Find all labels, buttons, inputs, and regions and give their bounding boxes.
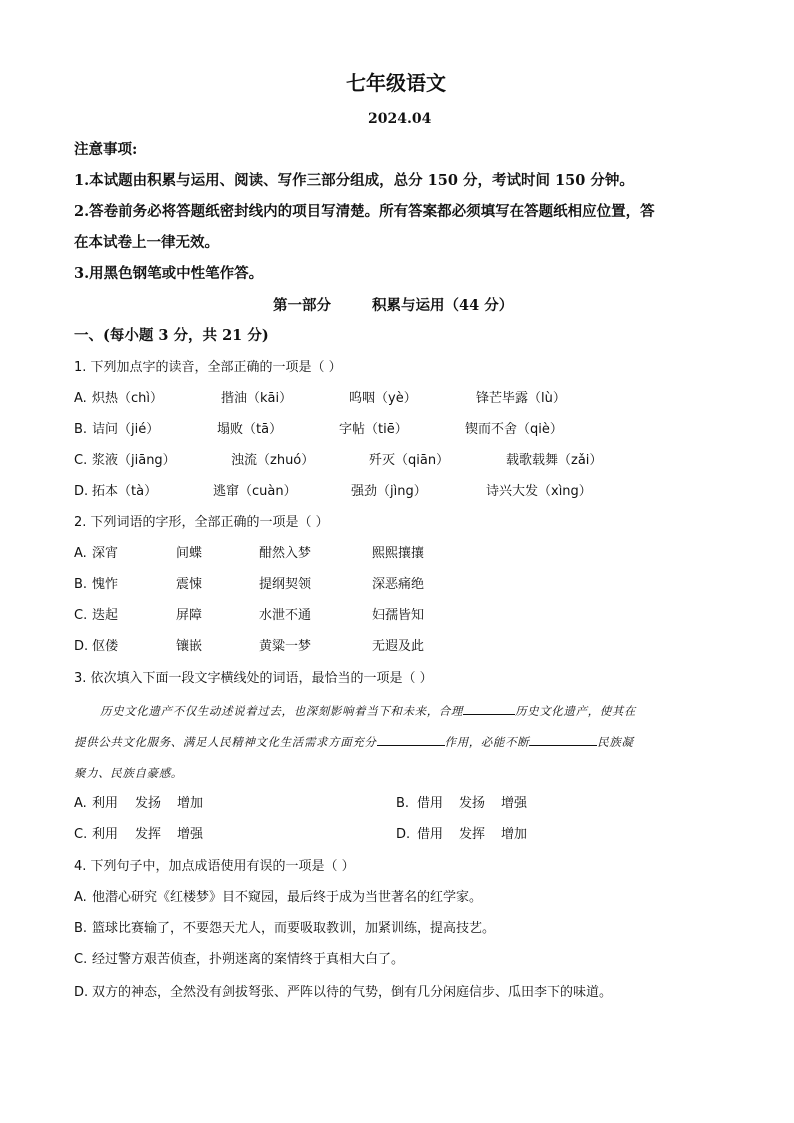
- part-subtitle: 积累与运用（44 分）: [372, 297, 514, 314]
- option-item: 锋芒毕露（lù）: [476, 391, 566, 406]
- option-text: 他潜心研究《红楼梦》目不窥园，最后终于成为当世著名的红学家。: [92, 890, 483, 905]
- option-item: 酣然入梦: [259, 546, 312, 561]
- option-item: 逃窜（cuàn）: [213, 484, 297, 499]
- notice-item-3: 3.用黑色钢笔或中性笔作答。: [74, 265, 264, 282]
- option-item: 呜咽（yè）: [349, 391, 417, 406]
- option-item: 水泄不通: [259, 608, 312, 623]
- notice-item-2-line-1: 2.答卷前务必将答题纸密封线内的项目写清楚。所有答案都必须填写在答题纸相应位置，答: [74, 203, 655, 220]
- option-label: C.: [74, 952, 88, 967]
- notice-heading: 注意事项:: [74, 141, 138, 158]
- passage-text: 历史文化遗产不仅生动述说着过去，也深刻影响着当下和未来，合理: [100, 704, 463, 718]
- option-word: 增加: [501, 827, 528, 842]
- q3-passage-line-2: [74, 733, 634, 751]
- option-label: C.: [74, 827, 88, 842]
- section-heading: 一、(每小题 3 分，共 21 分): [74, 327, 269, 344]
- q2-stem: 2. 下列词语的字形，全部正确的一项是（ ）: [74, 515, 329, 530]
- option-item: 拓本（tà）: [92, 484, 158, 499]
- q3-passage-line-1: [100, 702, 636, 720]
- option-item: 字帖（tiē）: [339, 422, 408, 437]
- option-label: C.: [74, 453, 88, 468]
- option-label: B.: [74, 422, 88, 437]
- option-word: 利用: [92, 796, 119, 811]
- exam-date: 2024.04: [368, 111, 432, 127]
- option-word: 发扬: [459, 796, 486, 811]
- passage-text: 民族凝: [597, 735, 634, 749]
- option-text: 篮球比赛输了，不要怨天尤人，而要吸取教训，加紧训练，提高技艺。: [92, 921, 496, 936]
- option-word: 发挥: [459, 827, 486, 842]
- option-item: 浆液（jiāng）: [92, 453, 176, 468]
- passage-text: 历史文化遗产，使其在: [515, 704, 636, 718]
- fill-blank-1: [463, 702, 515, 715]
- option-item: 歼灭（qiān）: [369, 453, 450, 468]
- option-item: 妇孺皆知: [372, 608, 425, 623]
- option-label: C.: [74, 608, 88, 623]
- option-label: D.: [74, 639, 89, 654]
- notice-item-2-line-2: 在本试卷上一律无效。: [74, 234, 219, 251]
- option-text: 双方的神态，全然没有剑拔弩张、严阵以待的气势，倒有几分闲庭信步、瓜田李下的味道。: [92, 985, 613, 1000]
- fill-blank-3: [529, 733, 597, 746]
- option-label: D.: [74, 985, 89, 1000]
- option-word: 利用: [92, 827, 119, 842]
- option-item: 震悚: [176, 577, 203, 592]
- q1-stem: 1. 下列加点字的读音，全部正确的一项是（ ）: [74, 360, 342, 375]
- option-word: 增强: [501, 796, 528, 811]
- option-item: 镶嵌: [176, 639, 203, 654]
- option-item: 塌败（tā）: [217, 422, 283, 437]
- option-item: 深恶痛绝: [372, 577, 425, 592]
- fill-blank-2: [377, 733, 445, 746]
- option-item: 浊流（zhuó）: [231, 453, 315, 468]
- option-text: 经过警方艰苦侦查，扑朔迷离的案情终于真相大白了。: [92, 952, 405, 967]
- option-item: 伛偻: [92, 639, 119, 654]
- option-label: B.: [74, 921, 88, 936]
- option-word: 增加: [177, 796, 204, 811]
- passage-text: 作用，必能不断: [444, 735, 530, 749]
- option-item: 无遐及此: [372, 639, 425, 654]
- q3-stem: 3. 依次填入下面一段文字横线处的词语，最恰当的一项是（ ）: [74, 671, 433, 686]
- option-item: 黄粱一梦: [259, 639, 312, 654]
- option-item: 强劲（jìng）: [351, 484, 427, 499]
- option-word: 借用: [417, 827, 444, 842]
- option-item: 锲而不舍（qiè）: [465, 422, 563, 437]
- option-word: 发扬: [135, 796, 162, 811]
- passage-text: 聚力、民族自豪感。: [74, 766, 183, 780]
- q3-passage-line-3: [74, 764, 183, 782]
- option-label: D.: [74, 484, 89, 499]
- option-item: 提纲契领: [259, 577, 312, 592]
- option-word: 借用: [417, 796, 444, 811]
- page-title: 七年级语文: [346, 71, 446, 95]
- option-label: A.: [74, 890, 87, 905]
- option-label: A.: [74, 546, 87, 561]
- option-item: 深宵: [92, 546, 119, 561]
- option-item: 愧怍: [92, 577, 119, 592]
- option-item: 迭起: [92, 608, 119, 623]
- option-label: A.: [74, 391, 87, 406]
- option-label: A.: [74, 796, 87, 811]
- option-item: 屏障: [176, 608, 203, 623]
- option-label: B.: [396, 796, 410, 811]
- q4-stem: 4. 下列句子中，加点成语使用有误的一项是（ ）: [74, 859, 355, 874]
- notice-item-1: 1.本试题由积累与运用、阅读、写作三部分组成，总分 150 分，考试时间 150 分钟。: [74, 172, 634, 189]
- option-item: 间蝶: [176, 546, 203, 561]
- option-item: 载歌载舞（zǎi）: [506, 453, 603, 468]
- option-item: 炽热（chì）: [92, 391, 163, 406]
- option-item: 揩油（kāi）: [221, 391, 293, 406]
- option-label: B.: [74, 577, 88, 592]
- passage-text: 提供公共文化服务、满足人民精神文化生活需求方面充分: [74, 735, 377, 749]
- option-item: 诘问（jié）: [92, 422, 160, 437]
- option-label: D.: [396, 827, 411, 842]
- option-item: 诗兴大发（xìng）: [486, 484, 592, 499]
- option-word: 增强: [177, 827, 204, 842]
- part-title: 第一部分: [273, 297, 331, 314]
- option-item: 熙熙攘攘: [372, 546, 425, 561]
- option-word: 发挥: [135, 827, 162, 842]
